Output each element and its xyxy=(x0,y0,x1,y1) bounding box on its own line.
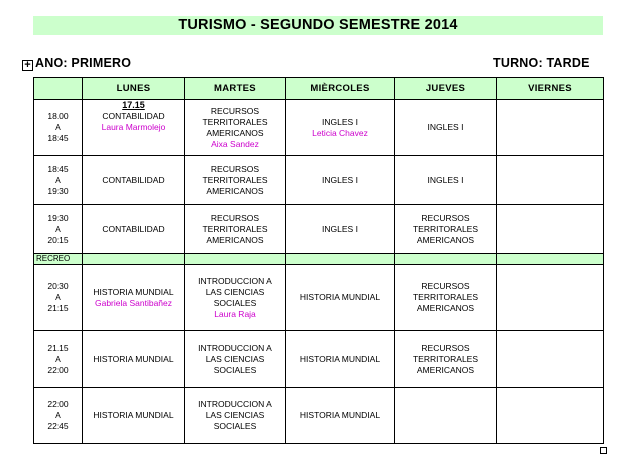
schedule-row xyxy=(34,331,604,388)
subject-text: SOCIALES xyxy=(213,421,257,431)
class-cell[interactable] xyxy=(83,156,185,205)
time-text: A xyxy=(55,122,61,132)
class-cell[interactable] xyxy=(83,265,185,331)
teacher-name: Gabriela Santibañez xyxy=(94,297,173,308)
subject-text: INGLES I xyxy=(322,116,358,127)
expand-plus-icon[interactable]: + xyxy=(22,60,33,71)
subject-text: LAS CIENCIAS xyxy=(205,286,265,297)
subject-text: AMERICANOS xyxy=(416,364,475,375)
subject-text: SOCIALES xyxy=(213,364,257,375)
schedule-row xyxy=(34,100,604,156)
recess-cell xyxy=(286,254,395,265)
subject-text: CONTABILIDAD xyxy=(102,174,165,185)
time-slot xyxy=(34,205,83,254)
class-cell[interactable] xyxy=(497,331,604,388)
header-row xyxy=(34,78,604,100)
time-slot xyxy=(34,100,83,156)
subject-text: AMERICANOS xyxy=(206,185,264,196)
class-cell[interactable] xyxy=(395,156,497,205)
time-text: A xyxy=(55,174,61,185)
class-cell[interactable] xyxy=(83,388,185,444)
shift-label: TURNO: TARDE xyxy=(493,56,590,70)
time-text: 22:00 xyxy=(47,364,69,375)
day-header: LUNES xyxy=(83,78,185,100)
subject-text: INGLES I xyxy=(322,223,358,234)
time-text: 19:30 xyxy=(47,212,69,223)
subject-text: CONTABILIDAD xyxy=(102,223,165,234)
time-text: 20:15 xyxy=(47,234,69,245)
time-text: A xyxy=(55,292,61,302)
time-slot xyxy=(34,388,83,444)
subject-text: INTRODUCCION A xyxy=(198,399,272,409)
class-cell[interactable] xyxy=(286,265,395,331)
teacher-name: Laura Raja xyxy=(214,308,256,319)
schedule-table xyxy=(33,77,604,444)
class-cell[interactable] xyxy=(395,331,497,388)
class-cell[interactable] xyxy=(185,156,286,205)
teacher-name: Laura Marmolejo xyxy=(101,122,166,132)
subject-text: AMERICANOS xyxy=(416,234,475,245)
day-header: MIÈRCOLES xyxy=(286,78,395,100)
class-cell[interactable] xyxy=(83,100,185,156)
subject-text: HISTORIA MUNDIAL xyxy=(299,410,381,420)
teacher-name: Aixa Sandez xyxy=(211,138,259,149)
class-cell[interactable] xyxy=(185,265,286,331)
class-cell[interactable] xyxy=(497,388,604,444)
class-cell[interactable] xyxy=(185,205,286,254)
header-corner-cell xyxy=(34,78,83,100)
class-cell[interactable] xyxy=(185,100,286,156)
class-cell[interactable] xyxy=(395,265,497,331)
time-text: 21:15 xyxy=(47,303,69,313)
class-cell[interactable] xyxy=(286,205,395,254)
time-text: 19:30 xyxy=(47,185,69,196)
subject-text: RECURSOS xyxy=(210,105,260,116)
schedule-row xyxy=(34,388,604,444)
teacher-name: Leticia Chavez xyxy=(312,127,368,138)
day-header: MARTES xyxy=(185,78,286,100)
time-text: 22:00 xyxy=(47,399,69,409)
subject-text: HISTORIA MUNDIAL xyxy=(299,292,381,302)
subject-text: LAS CIENCIAS xyxy=(205,353,265,364)
subject-text: HISTORIA MUNDIAL xyxy=(93,353,174,364)
subject-text: INGLES I xyxy=(427,122,464,132)
time-text: 22:45 xyxy=(47,421,69,431)
time-slot xyxy=(34,156,83,205)
subject-text: INTRODUCCION A xyxy=(198,275,272,286)
class-cell[interactable] xyxy=(286,388,395,444)
class-cell[interactable] xyxy=(83,205,185,254)
time-text: A xyxy=(55,410,61,420)
subject-text: LAS CIENCIAS xyxy=(205,410,265,420)
day-header: VIERNES xyxy=(497,78,604,100)
class-cell[interactable] xyxy=(286,100,395,156)
subject-text: TERRITORALES xyxy=(202,116,268,127)
subject-text: AMERICANOS xyxy=(206,127,264,138)
subject-text: AMERICANOS xyxy=(416,303,475,313)
subject-text: HISTORIA MUNDIAL xyxy=(93,286,174,297)
subject-text: TERRITORALES xyxy=(412,353,479,364)
class-cell[interactable] xyxy=(395,100,497,156)
recess-row xyxy=(34,254,604,265)
subject-text: TERRITORALES xyxy=(202,174,268,185)
class-cell[interactable] xyxy=(185,388,286,444)
subject-text: TERRITORALES xyxy=(202,223,268,234)
time-text: 21.15 xyxy=(47,342,69,353)
resize-handle[interactable] xyxy=(600,447,607,454)
time-slot xyxy=(34,331,83,388)
subject-text: INGLES I xyxy=(427,174,464,185)
class-cell[interactable] xyxy=(395,205,497,254)
time-slot xyxy=(34,265,83,331)
time-text: 18:45 xyxy=(47,133,69,143)
subject-text: HISTORIA MUNDIAL xyxy=(93,410,174,420)
schedule-row xyxy=(34,205,604,254)
day-header: JUEVES xyxy=(395,78,497,100)
subject-text: CONTABILIDAD xyxy=(102,111,165,121)
subject-text: RECURSOS xyxy=(210,212,260,223)
subject-text: RECURSOS xyxy=(421,342,470,353)
subject-text: RECURSOS xyxy=(421,212,470,223)
subject-text: RECURSOS xyxy=(210,163,260,174)
class-cell[interactable] xyxy=(395,388,497,444)
time-text: 18.00 xyxy=(47,111,69,121)
cell-time-note: 17.15 xyxy=(122,100,145,110)
subject-text: SOCIALES xyxy=(213,297,257,308)
class-cell[interactable] xyxy=(497,100,604,156)
class-cell[interactable] xyxy=(286,156,395,205)
recess-cell xyxy=(83,254,185,265)
recess-cell xyxy=(185,254,286,265)
subject-text: INGLES I xyxy=(322,174,358,185)
subject-text: RECURSOS xyxy=(421,281,470,291)
schedule-row xyxy=(34,265,604,331)
time-text: 18:45 xyxy=(47,163,69,174)
class-cell[interactable] xyxy=(185,331,286,388)
class-cell[interactable] xyxy=(497,156,604,205)
subject-text: TERRITORALES xyxy=(412,223,479,234)
subject-text: TERRITORALES xyxy=(412,292,479,302)
subject-text: INTRODUCCION A xyxy=(198,342,272,353)
recess-cell xyxy=(497,254,604,265)
recess-cell xyxy=(395,254,497,265)
page-title: TURISMO - SEGUNDO SEMESTRE 2014 xyxy=(33,16,603,35)
year-label: ANO: PRIMERO xyxy=(35,56,132,70)
schedule-row xyxy=(34,156,604,205)
class-cell[interactable] xyxy=(497,205,604,254)
subject-text: AMERICANOS xyxy=(206,234,264,245)
class-cell[interactable] xyxy=(286,331,395,388)
time-text: 20:30 xyxy=(47,281,69,291)
time-text: A xyxy=(55,353,61,364)
subject-text: HISTORIA MUNDIAL xyxy=(299,353,381,364)
time-text: A xyxy=(55,223,61,234)
class-cell[interactable] xyxy=(497,265,604,331)
class-cell[interactable] xyxy=(83,331,185,388)
recess-label: RECREO xyxy=(34,254,83,265)
